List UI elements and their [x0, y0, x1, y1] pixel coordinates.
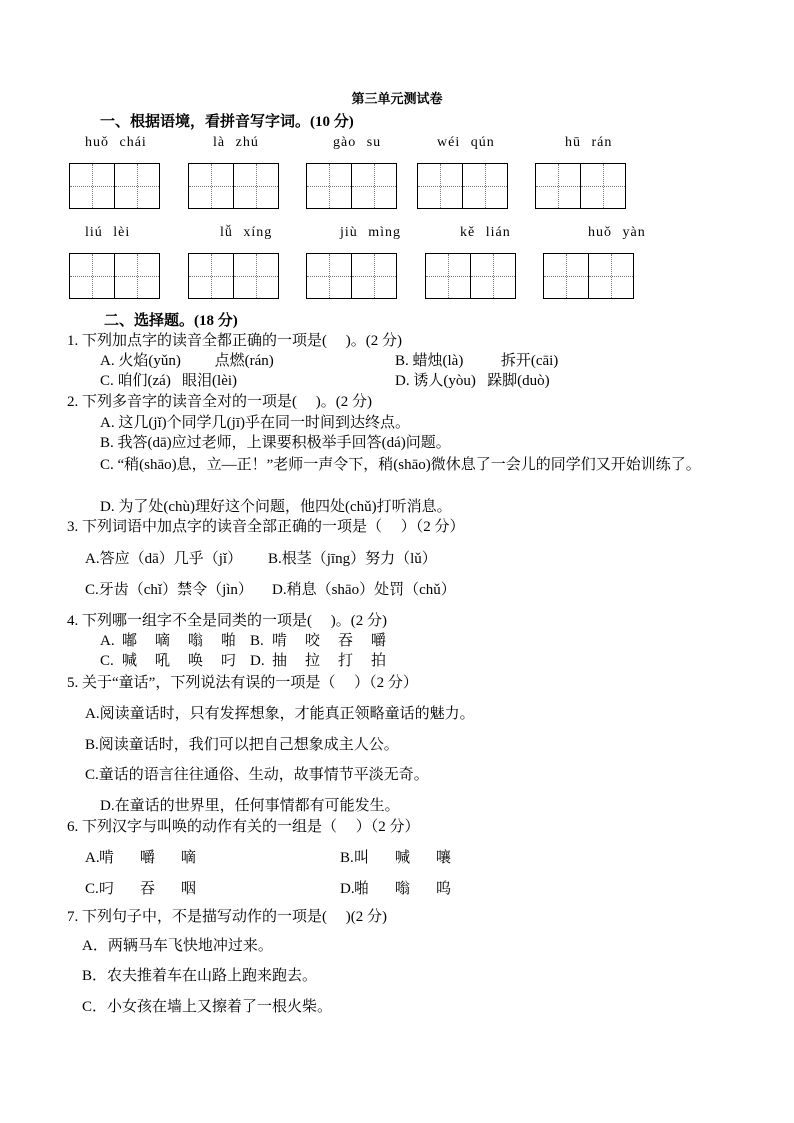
pinyin-label: hū rán [565, 135, 613, 150]
option-char: 吞 [338, 633, 354, 649]
question-2-option-c: C. “稍(shāo)息，立—正！”老师一声令下，稍(shāo)微休息了一会儿的同学们又开始训练了。 [100, 457, 701, 473]
option-char: 啃 [272, 633, 288, 649]
option-char: 吞 [140, 881, 156, 897]
writing-box [543, 253, 634, 299]
pinyin-label: wéi qún [437, 135, 495, 150]
option-label: A. [100, 633, 115, 649]
option-label: D. [340, 881, 355, 897]
pinyin-label: liú lèi [85, 225, 131, 240]
writing-cell [351, 254, 396, 298]
question-7-stem: 7. 下列句子中，不是描写动作的一项是( )(2 分) [67, 909, 387, 925]
writing-cell [70, 254, 114, 298]
option-char: 嚼 [371, 633, 387, 649]
writing-cell [233, 254, 278, 298]
question-4-stem: 4. 下列哪一组字不全是同类的一项是( )。(2 分) [67, 613, 387, 629]
question-4-option-d [250, 651, 404, 671]
option-char: 嚼 [140, 850, 156, 866]
writing-box [417, 163, 508, 209]
question-3-option-b: B.根茎（jīng）努力（lǔ） [268, 551, 437, 567]
option-char: 喊 [395, 850, 411, 866]
writing-cell [426, 254, 470, 298]
writing-box [306, 253, 397, 299]
writing-cell [351, 164, 396, 208]
question-2-option-d: D. 为了处(chù)理好这个问题，他四处(chǔ)打听消息。 [100, 499, 452, 515]
question-4-option-a [100, 631, 254, 651]
option-char: 叼 [99, 881, 115, 897]
pinyin-label: jiù mìng [340, 225, 402, 240]
question-1-option-d: D. 诱人(yòu) 跺脚(duò) [395, 373, 550, 389]
pinyin-label: huǒ yàn [588, 225, 646, 240]
question-1-stem: 1. 下列加点字的读音全都正确的一项是( )。(2 分) [67, 333, 402, 349]
option-char: 唤 [188, 653, 204, 669]
writing-cell [307, 254, 351, 298]
writing-box [188, 163, 279, 209]
question-1-option-b: B. 蜡烛(là) 拆开(cāi) [395, 353, 559, 369]
option-label: B. [250, 633, 264, 649]
section-1-heading: 一、根据语境，看拼音写字词。(10 分) [100, 114, 354, 130]
option-char: 嘀 [181, 850, 197, 866]
pinyin-label: kě lián [460, 225, 511, 240]
option-char: 嚷 [436, 850, 452, 866]
option-char: 咽 [181, 881, 197, 897]
question-7-option-b: B．农夫推着车在山路上跑来跑去。 [82, 968, 318, 984]
writing-cell [114, 254, 159, 298]
option-char: 抽 [272, 653, 288, 669]
writing-box [535, 163, 626, 209]
option-label: C. [100, 653, 114, 669]
question-3-option-d: D.稍息（shāo）处罚（chǔ） [272, 582, 456, 598]
writing-cell [189, 254, 233, 298]
option-char: 咬 [305, 633, 321, 649]
option-char: 嘀 [155, 633, 171, 649]
option-char: 拍 [371, 653, 387, 669]
section-2-heading: 二、选择题。(18 分) [104, 313, 238, 329]
pinyin-label: là zhú [213, 135, 259, 150]
option-char: 嘟 [122, 633, 138, 649]
question-5-option-d: D.在童话的世界里，任何事情都有可能发生。 [100, 798, 400, 814]
writing-box [425, 253, 516, 299]
option-label: C. [85, 881, 99, 897]
exam-title: 第三单元测试卷 [351, 91, 443, 106]
question-5-option-c: C.童话的语言往往通俗、生动，故事情节平淡无奇。 [85, 767, 429, 783]
question-7-option-c: C．小女孩在墙上又擦着了一根火柴。 [82, 999, 333, 1015]
pinyin-label: gào su [333, 135, 382, 150]
question-3-option-c: C.牙齿（chǐ）禁令（jìn） [85, 582, 253, 598]
question-5-stem: 5. 关于“童话”，下列说法有误的一项是（ ）（2 分） [67, 675, 418, 691]
question-7-option-a: A．两辆马车飞快地冲过来。 [82, 938, 273, 954]
question-4-option-b [250, 631, 404, 651]
option-char: 打 [338, 653, 354, 669]
writing-cell [536, 164, 580, 208]
writing-cell [307, 164, 351, 208]
writing-cell [70, 164, 114, 208]
writing-cell [462, 164, 507, 208]
option-char: 拉 [305, 653, 321, 669]
writing-box [306, 163, 397, 209]
option-char: 叼 [221, 653, 237, 669]
writing-box [188, 253, 279, 299]
option-char: 啃 [99, 850, 115, 866]
option-label: A. [85, 850, 100, 866]
question-3-option-a: A.答应（dā）几乎（jǐ） [85, 551, 243, 567]
question-3-stem: 3. 下列词语中加点字的读音全部正确的一项是（ ）（2 分） [67, 519, 465, 535]
option-char: 喊 [122, 653, 138, 669]
writing-cell [233, 164, 278, 208]
option-char: 叫 [354, 850, 370, 866]
question-6-option-c [85, 879, 222, 899]
option-char: 呜 [436, 881, 452, 897]
option-char: 啪 [221, 633, 237, 649]
question-5-option-a: A.阅读童话时，只有发挥想象，才能真正领略童话的魅力。 [85, 706, 475, 722]
question-2-option-b: B. 我答(dā)应过老师，上课要积极举手回答(dá)问题。 [100, 435, 451, 451]
option-label: D. [250, 653, 265, 669]
option-char: 嗡 [395, 881, 411, 897]
question-1-option-a: A. 火焰(yǔn) 点燃(rán) [100, 353, 274, 369]
writing-box [69, 163, 160, 209]
question-6-option-d [340, 879, 477, 899]
question-1-option-c: C. 咱们(zá) 眼泪(lèi) [100, 373, 238, 389]
writing-cell [470, 254, 515, 298]
option-char: 啪 [354, 881, 370, 897]
option-char: 吼 [155, 653, 171, 669]
writing-cell [418, 164, 462, 208]
pinyin-label: huǒ chái [85, 135, 147, 150]
writing-box [69, 253, 160, 299]
question-6-stem: 6. 下列汉字与叫唤的动作有关的一组是（ ）（2 分） [67, 819, 420, 835]
question-5-option-b: B.阅读童话时，我们可以把自己想象成主人公。 [85, 737, 399, 753]
writing-cell [189, 164, 233, 208]
option-label: B. [340, 850, 354, 866]
question-6-option-a [85, 848, 222, 868]
writing-cell [580, 164, 625, 208]
question-2-option-a: A. 这几(jǐ)个同学几(jī)乎在同一时间到达终点。 [100, 415, 410, 431]
pinyin-label: lǚ xíng [220, 225, 273, 240]
writing-cell [544, 254, 588, 298]
question-6-option-b [340, 848, 477, 868]
option-char: 嗡 [188, 633, 204, 649]
question-2-stem: 2. 下列多音字的读音全对的一项是( )。(2 分) [67, 394, 372, 410]
question-4-option-c [100, 651, 254, 671]
writing-cell [114, 164, 159, 208]
writing-cell [588, 254, 633, 298]
